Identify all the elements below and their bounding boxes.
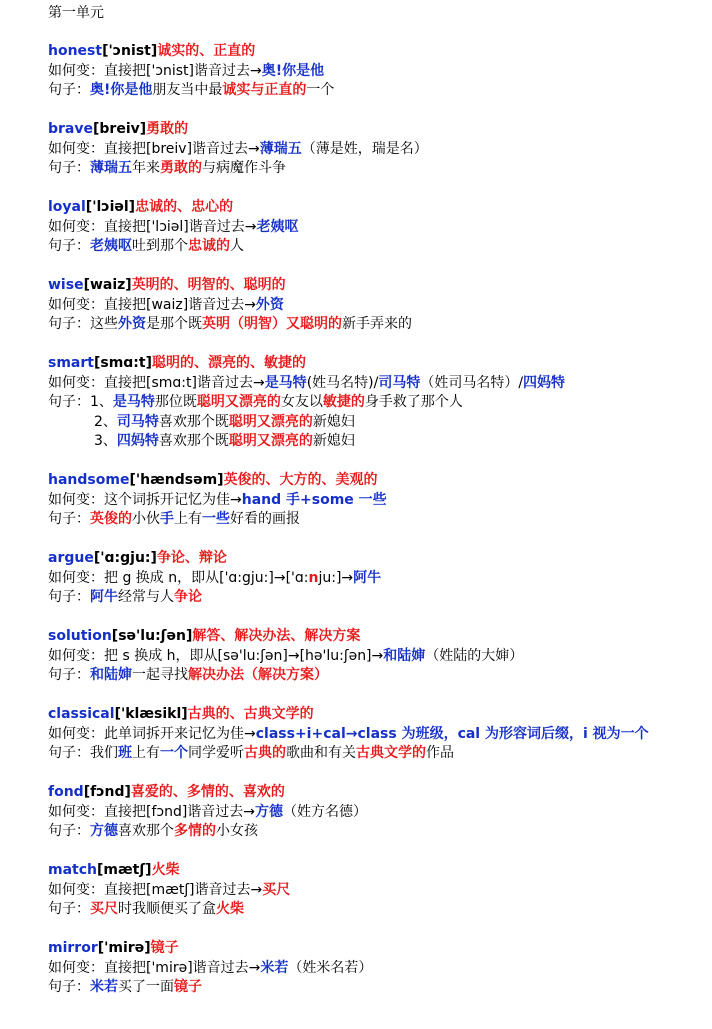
sentence-segment: 新媳妇 xyxy=(312,433,355,449)
sentence-segment: 手 xyxy=(160,511,174,527)
entry-sentence-line xyxy=(48,315,712,335)
entry-sentence-line xyxy=(48,666,712,686)
how-segment: (姓马名特)/ xyxy=(306,374,379,391)
entry-how-line xyxy=(48,218,712,238)
sentence-segment: 句子： xyxy=(48,667,90,683)
vocab-entry xyxy=(48,354,712,452)
how-segment: 米若 xyxy=(260,959,289,976)
sentence-segment: 勇敢的 xyxy=(160,160,202,176)
entry-heading xyxy=(48,42,712,62)
sentence-segment: 句子：1、 xyxy=(48,394,113,410)
vocab-entry xyxy=(48,939,712,998)
entry-sentence-line xyxy=(48,822,712,842)
sentence-segment: 3、 xyxy=(94,433,117,449)
sentence-segment: 是马特 xyxy=(112,394,155,410)
sentence-segment: 买了一面 xyxy=(118,979,174,995)
entry-meaning: 镜子 xyxy=(150,940,179,956)
sentence-segment: 同学爱听 xyxy=(188,745,244,761)
unit-title: 第一单元 xyxy=(48,5,104,21)
entry-heading xyxy=(48,354,712,374)
entry-heading xyxy=(48,549,712,569)
entry-word: wise xyxy=(48,277,84,293)
how-segment: 如何变：这个词拆开记忆为佳→ xyxy=(48,491,242,508)
how-segment: n xyxy=(308,569,319,586)
sentence-segment: 镜子 xyxy=(174,979,202,995)
vocab-entry xyxy=(48,471,712,530)
how-segment: 如何变：直接把[fɔnd]谐音过去→ xyxy=(48,803,256,820)
how-segment: 是马特 xyxy=(264,374,307,391)
sentence-segment: 上有 xyxy=(174,511,202,527)
vocab-entry xyxy=(48,705,712,764)
how-segment: （姓司马名特）/ xyxy=(420,374,524,391)
sentence-segment: 敏捷的 xyxy=(322,394,365,410)
sentence-segment: 作品 xyxy=(426,745,454,761)
entry-heading xyxy=(48,861,712,881)
sentence-segment: 一个 xyxy=(160,745,188,761)
sentence-segment: 四妈特 xyxy=(116,433,159,449)
how-segment: 阿牛 xyxy=(353,569,382,586)
sentence-segment: 新手弄来的 xyxy=(342,316,412,332)
sentence-segment: 句子： xyxy=(48,823,90,839)
how-segment: 司马特 xyxy=(378,374,421,391)
entry-sentence-line xyxy=(48,81,712,101)
sentence-segment: 句子： xyxy=(48,238,90,254)
how-segment: 如何变：直接把[waiz]谐音过去→ xyxy=(48,296,256,313)
sentence-segment: 聪明又漂亮的 xyxy=(228,433,313,449)
how-segment: 奥!你是他 xyxy=(261,62,325,79)
entry-heading xyxy=(48,627,712,647)
how-segment: （姓方名德） xyxy=(283,803,368,820)
entry-sentence-line xyxy=(48,237,712,257)
sentence-segment: 好看的画报 xyxy=(230,511,300,527)
sentence-segment: 方德 xyxy=(90,823,118,839)
vocab-entry xyxy=(48,42,712,101)
sentence-segment: 解决办法（解决方案） xyxy=(188,667,328,683)
entry-phonetic: ['hændsəm] xyxy=(129,472,224,488)
sentence-segment: 古典文学的 xyxy=(356,745,426,761)
entry-sentence-line xyxy=(48,393,712,413)
how-segment: 如何变：直接把['mirə]谐音过去→ xyxy=(48,959,261,976)
sentence-segment: 吐到那个 xyxy=(132,238,188,254)
entry-meaning: 喜爱的、多情的、喜欢的 xyxy=(130,784,285,800)
entry-word: handsome xyxy=(48,472,130,488)
entry-phonetic: ['ɔnist] xyxy=(102,43,158,59)
entry-how-line xyxy=(48,725,712,745)
vocab-entry xyxy=(48,861,712,920)
entry-how-line xyxy=(48,491,712,511)
entry-how-line xyxy=(48,647,712,667)
entry-sentence-line xyxy=(48,978,712,998)
entry-phonetic: ['klæsikl] xyxy=(114,706,188,722)
entry-heading xyxy=(48,939,712,959)
vocab-entry xyxy=(48,549,712,608)
entry-sentence-line xyxy=(48,900,712,920)
sentence-segment: 与病魔作斗争 xyxy=(202,160,286,176)
entry-meaning: 勇敢的 xyxy=(146,121,189,137)
how-segment: 方德 xyxy=(255,803,284,820)
sentence-segment: 争论 xyxy=(174,589,202,605)
sentence-segment: 句子： xyxy=(48,901,90,917)
how-segment: 和陆婶 xyxy=(383,647,426,664)
entry-phonetic: [smɑ:t] xyxy=(93,355,152,371)
how-segment: 如何变：直接把[smɑ:t]谐音过去→ xyxy=(48,374,265,391)
sentence-segment: 歌曲和有关 xyxy=(286,745,356,761)
sentence-segment: 是那个既 xyxy=(146,316,202,332)
sentence-segment: 司马特 xyxy=(116,413,159,430)
entry-sentence-line xyxy=(48,744,712,764)
entry-meaning: 诚实的、正直的 xyxy=(157,43,256,59)
how-segment: 薄瑞五 xyxy=(259,140,302,157)
sentence-segment: 奥!你是他 xyxy=(90,82,153,98)
entry-phonetic: [breiv] xyxy=(93,121,147,137)
entry-word: solution xyxy=(48,628,112,644)
sentence-segment: 喜欢那个既 xyxy=(158,433,229,449)
entry-word: match xyxy=(48,862,97,878)
entry-meaning: 解答、解决办法、解决方案 xyxy=(192,628,361,644)
sentence-segment: 句子：我们 xyxy=(48,745,118,761)
sentence-segment: 朋友当中最 xyxy=(152,82,223,98)
sentence-segment: 米若 xyxy=(90,979,118,995)
how-segment: 四妈特 xyxy=(523,374,566,391)
entry-heading xyxy=(48,471,712,491)
sentence-segment: 喜欢那个 xyxy=(118,823,174,839)
sentence-segment: 忠诚的 xyxy=(188,238,230,254)
sentence-segment: 那位既 xyxy=(154,394,197,410)
entry-word: argue xyxy=(48,550,94,566)
how-segment: class+i+cal→class 为班级，cal 为形容词后缀，i 视为一个 xyxy=(255,725,649,742)
entry-phonetic: [fɔnd] xyxy=(83,784,131,800)
how-segment: （姓米名若） xyxy=(288,959,373,976)
entry-how-line xyxy=(48,140,712,160)
sentence-segment: 2、 xyxy=(94,413,117,430)
how-segment: 如何变：此单词拆开来记忆为佳→ xyxy=(48,725,256,742)
entry-word: fond xyxy=(48,784,84,800)
how-segment: ju:]→ xyxy=(318,569,354,586)
entry-how-line xyxy=(48,374,712,394)
sentence-segment: 古典的 xyxy=(244,745,286,761)
sentence-segment: 年来 xyxy=(132,160,160,176)
sentence-segment: 买尺 xyxy=(90,901,118,917)
entry-how-line xyxy=(48,62,712,82)
sentence-segment: 薄瑞五 xyxy=(90,160,132,176)
sentence-segment: 小伙 xyxy=(132,511,160,527)
entry-word: mirror xyxy=(48,940,98,956)
entry-how-line xyxy=(48,881,712,901)
sentence-segment: 句子： xyxy=(48,82,90,98)
entry-heading xyxy=(48,783,712,803)
sentence-segment: 英明（明智）又聪明的 xyxy=(202,316,342,332)
sentence-segment: 多情的 xyxy=(174,823,216,839)
how-segment: 如何变：直接把[breiv]谐音过去→ xyxy=(48,140,260,157)
entry-meaning: 聪明的、漂亮的、敏捷的 xyxy=(152,355,306,371)
sentence-segment: 新媳妇 xyxy=(312,413,355,430)
sentence-segment: 人 xyxy=(230,238,244,254)
entry-meaning: 英明的、明智的、聪明的 xyxy=(131,277,286,293)
entry-word: smart xyxy=(48,355,94,371)
sentence-segment: 英俊的 xyxy=(90,511,132,527)
entry-sentence-line xyxy=(48,413,712,433)
entry-phonetic: ['mirə] xyxy=(97,940,151,956)
sentence-segment: 句子： xyxy=(48,979,90,995)
sentence-segment: 诚实与正直的 xyxy=(222,82,307,98)
sentence-segment: 一些 xyxy=(202,511,230,527)
sentence-segment: 聪明又漂亮的 xyxy=(196,394,281,410)
sentence-segment: 句子： xyxy=(48,589,90,605)
how-segment: （薄是姓，瑞是名） xyxy=(301,140,428,157)
sentence-segment: 句子： xyxy=(48,511,90,527)
sentence-segment: 身手救了那个人 xyxy=(364,394,463,410)
vocabulary-list xyxy=(48,42,712,998)
entry-word: honest xyxy=(48,43,103,59)
sentence-segment: 喜欢那个既 xyxy=(158,413,229,430)
vocab-entry xyxy=(48,783,712,842)
sentence-segment: 老姨呕 xyxy=(90,238,132,254)
vocab-entry xyxy=(48,276,712,335)
how-segment: （姓陆的大婶） xyxy=(425,647,524,664)
sentence-segment: 一起寻找 xyxy=(132,667,188,683)
entry-sentence-line xyxy=(48,510,712,530)
sentence-segment: 班 xyxy=(118,745,132,761)
sentence-segment: 女友以 xyxy=(280,394,323,410)
sentence-segment: 外资 xyxy=(118,316,146,332)
entry-word: classical xyxy=(48,706,115,722)
entry-meaning: 争论、辩论 xyxy=(156,550,227,566)
how-segment: 老姨呕 xyxy=(256,218,299,235)
how-segment: 如何变：把 g 换成 n，即从['ɑ:gju:]→['ɑ: xyxy=(48,569,309,586)
entry-meaning: 古典的、古典文学的 xyxy=(187,706,314,722)
entry-heading xyxy=(48,120,712,140)
how-segment: 买尺 xyxy=(262,881,291,898)
entry-sentence-line xyxy=(48,432,712,452)
entry-phonetic: ['ɑ:gju:] xyxy=(93,550,157,566)
entry-how-line xyxy=(48,959,712,979)
sentence-segment: 句子：这些 xyxy=(48,316,118,332)
entry-phonetic: ['lɔiəl] xyxy=(85,199,136,215)
how-segment: 如何变：直接把[mætʃ]谐音过去→ xyxy=(48,881,263,898)
sentence-segment: 经常与人 xyxy=(118,589,174,605)
vocab-entry xyxy=(48,198,712,257)
sentence-segment: 一个 xyxy=(306,82,335,98)
entry-how-line xyxy=(48,296,712,316)
how-segment: 如何变：把 s 换成 h，即从[sə'lu:ʃən]→[hə'lu:ʃən]→ xyxy=(48,647,384,664)
entry-phonetic: [mætʃ] xyxy=(97,862,152,878)
sentence-segment: 阿牛 xyxy=(90,589,118,605)
entry-word: loyal xyxy=(48,199,86,215)
entry-sentence-line xyxy=(48,588,712,608)
entry-word: brave xyxy=(48,121,93,137)
sentence-segment: 时我顺便买了盒 xyxy=(118,901,216,917)
entry-phonetic: [sə'lu:ʃən] xyxy=(111,628,193,644)
vocab-entry xyxy=(48,627,712,686)
sentence-segment: 小女孩 xyxy=(216,823,258,839)
sentence-segment: 聪明又漂亮的 xyxy=(228,413,313,430)
how-segment: 如何变：直接把['ɔnist]谐音过去→ xyxy=(48,62,262,79)
vocab-entry xyxy=(48,120,712,179)
how-segment: hand 手+some 一些 xyxy=(241,491,387,508)
entry-how-line xyxy=(48,803,712,823)
how-segment: 如何变：直接把['lɔiəl]谐音过去→ xyxy=(48,218,257,235)
entry-meaning: 忠诚的、忠心的 xyxy=(135,199,234,215)
entry-sentence-line xyxy=(48,159,712,179)
sentence-segment: 上有 xyxy=(132,745,160,761)
entry-meaning: 英俊的、大方的、美观的 xyxy=(223,472,378,488)
entry-heading xyxy=(48,276,712,296)
entry-heading xyxy=(48,705,712,725)
sentence-segment: 句子： xyxy=(48,160,90,176)
entry-heading xyxy=(48,198,712,218)
sentence-segment: 和陆婶 xyxy=(90,667,132,683)
entry-how-line xyxy=(48,569,712,589)
how-segment: 外资 xyxy=(255,296,284,313)
sentence-segment: 火柴 xyxy=(216,901,244,917)
entry-meaning: 火柴 xyxy=(151,862,180,878)
entry-phonetic: [waiz] xyxy=(83,277,132,293)
